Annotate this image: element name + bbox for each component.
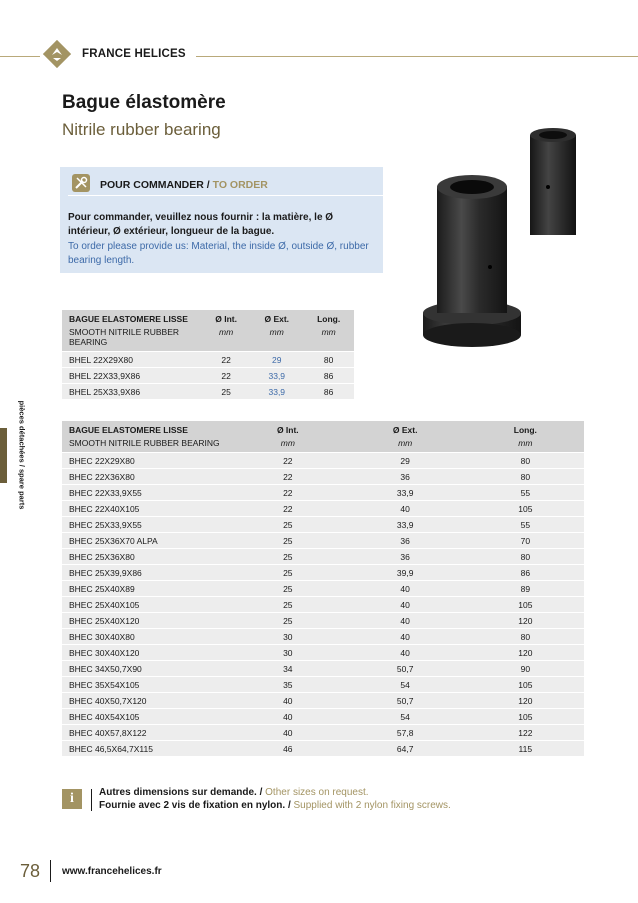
table-row [62, 661, 584, 677]
cell-outer-diameter: 40 [344, 629, 467, 645]
cell-outer-diameter: 29 [344, 453, 467, 469]
table-row [62, 677, 584, 693]
cell-length: 86 [303, 368, 354, 384]
table-header-long: Long. mm [467, 421, 584, 453]
table-row [62, 581, 584, 597]
cell-outer-diameter: 36 [344, 533, 467, 549]
cell-length: 80 [467, 629, 584, 645]
cell-reference: BHEC 25X36X80 [62, 549, 232, 565]
cell-inner-diameter: 40 [232, 709, 344, 725]
table-row [62, 565, 584, 581]
table-row [62, 368, 354, 384]
order-label-en: TO ORDER [212, 179, 268, 191]
cell-length: 80 [303, 352, 354, 368]
cell-length: 105 [467, 677, 584, 693]
cell-inner-diameter: 25 [232, 565, 344, 581]
smooth-bearing-table [62, 310, 354, 399]
info-line-1: Autres dimensions sur demande. / Other sizes on request. [99, 787, 369, 798]
cell-inner-diameter: 25 [202, 384, 250, 400]
cell-reference: BHEC 22X40X105 [62, 501, 232, 517]
table-header-row [62, 310, 354, 352]
table-row [62, 501, 584, 517]
bearing-table [62, 421, 584, 756]
table-row [62, 645, 584, 661]
cell-outer-diameter: 40 [344, 581, 467, 597]
cell-inner-diameter: 22 [202, 352, 250, 368]
cell-reference: BHEL 22X33,9X86 [62, 368, 202, 384]
table-row [62, 613, 584, 629]
cell-reference: BHEL 25X33,9X86 [62, 384, 202, 400]
table-row [62, 517, 584, 533]
order-text-en: To order please provide us: Material, the inside Ø, outside Ø, rubber bearing length. [68, 241, 369, 266]
table-header-int: Ø Int. mm [202, 310, 250, 352]
cell-length: 120 [467, 693, 584, 709]
cell-reference: BHEC 22X29X80 [62, 453, 232, 469]
cell-length: 80 [467, 549, 584, 565]
cell-length: 80 [467, 453, 584, 469]
table-header-row [62, 421, 584, 453]
cell-reference: BHEC 25X40X89 [62, 581, 232, 597]
cell-outer-diameter: 40 [344, 645, 467, 661]
cell-inner-diameter: 25 [232, 581, 344, 597]
table-row [62, 352, 354, 368]
cell-length: 120 [467, 645, 584, 661]
cell-inner-diameter: 22 [232, 469, 344, 485]
cell-inner-diameter: 40 [232, 693, 344, 709]
page-subtitle: Nitrile rubber bearing [62, 120, 221, 139]
cell-outer-diameter: 33,9 [250, 384, 303, 400]
cell-outer-diameter: 57,8 [344, 725, 467, 741]
table-header-ext: Ø Ext. mm [250, 310, 303, 352]
cell-length: 105 [467, 597, 584, 613]
page-title: Bague élastomère [62, 92, 226, 113]
cell-outer-diameter: 50,7 [344, 661, 467, 677]
table-header-product: BAGUE ELASTOMERE LISSE SMOOTH NITRILE RUBBER BEARING [62, 421, 232, 453]
cell-inner-diameter: 22 [232, 485, 344, 501]
cell-outer-diameter: 29 [250, 352, 303, 368]
order-text-fr: Pour commander, veuillez nous fournir : la matière, le Ø intérieur, Ø extérieur, longueur de la bague. [68, 212, 334, 237]
cell-reference: BHEC 25X33,9X55 [62, 517, 232, 533]
cell-reference: BHEC 25X40X105 [62, 597, 232, 613]
cell-outer-diameter: 33,9 [344, 485, 467, 501]
cell-outer-diameter: 40 [344, 597, 467, 613]
cell-outer-diameter: 54 [344, 709, 467, 725]
cell-reference: BHEC 30X40X80 [62, 629, 232, 645]
header-rule-right [196, 56, 638, 57]
table-row [62, 485, 584, 501]
cell-length: 86 [303, 384, 354, 400]
order-info-box [60, 167, 383, 273]
cell-reference: BHEC 46,5X64,7X115 [62, 741, 232, 757]
cell-reference: BHEC 25X39,9X86 [62, 565, 232, 581]
cell-length: 122 [467, 725, 584, 741]
table-row [62, 453, 584, 469]
footer-divider [50, 860, 51, 882]
cell-inner-diameter: 25 [232, 549, 344, 565]
rubber-bearing-product-image [415, 127, 585, 352]
cell-outer-diameter: 54 [344, 677, 467, 693]
table-row [62, 629, 584, 645]
cell-length: 70 [467, 533, 584, 549]
table-row [62, 741, 584, 757]
cell-inner-diameter: 22 [232, 501, 344, 517]
table-row [62, 693, 584, 709]
cell-inner-diameter: 25 [232, 597, 344, 613]
table-row [62, 549, 584, 565]
table-header-int: Ø Int. mm [232, 421, 344, 453]
cell-inner-diameter: 25 [232, 517, 344, 533]
table-row [62, 597, 584, 613]
cell-inner-diameter: 30 [232, 629, 344, 645]
cell-length: 86 [467, 565, 584, 581]
order-label-fr: POUR COMMANDER / [100, 179, 213, 191]
cell-inner-diameter: 25 [232, 613, 344, 629]
side-tab-label: pièces détachées / spare parts [17, 400, 27, 510]
cell-reference: BHEC 40X50,7X120 [62, 693, 232, 709]
cell-length: 55 [467, 517, 584, 533]
table-header-long: Long. mm [303, 310, 354, 352]
cell-reference: BHEL 22X29X80 [62, 352, 202, 368]
cell-reference: BHEC 22X33,9X55 [62, 485, 232, 501]
cell-outer-diameter: 33,9 [344, 517, 467, 533]
cell-inner-diameter: 30 [232, 645, 344, 661]
table-header-product: BAGUE ELASTOMERE LISSE SMOOTH NITRILE RUBBER BEARING [62, 310, 202, 352]
info-icon: i [62, 789, 82, 809]
side-tab-marker [0, 428, 7, 483]
table-row [62, 533, 584, 549]
cell-length: 105 [467, 501, 584, 517]
cell-outer-diameter: 40 [344, 613, 467, 629]
cell-inner-diameter: 46 [232, 741, 344, 757]
brand-name: FRANCE HELICES [82, 48, 186, 60]
cell-reference: BHEC 25X40X120 [62, 613, 232, 629]
header-rule-left [0, 56, 40, 57]
cell-outer-diameter: 64,7 [344, 741, 467, 757]
cell-inner-diameter: 22 [232, 453, 344, 469]
cell-reference: BHEC 34X50,7X90 [62, 661, 232, 677]
cell-reference: BHEC 40X54X105 [62, 709, 232, 725]
table-row [62, 384, 354, 400]
table-row [62, 725, 584, 741]
table-header-ext: Ø Ext. mm [344, 421, 467, 453]
cell-reference: BHEC 30X40X120 [62, 645, 232, 661]
cell-outer-diameter: 50,7 [344, 693, 467, 709]
cell-outer-diameter: 33,9 [250, 368, 303, 384]
cell-reference: BHEC 22X36X80 [62, 469, 232, 485]
cell-outer-diameter: 36 [344, 549, 467, 565]
info-line-2: Fournie avec 2 vis de fixation en nylon. / Supplied with 2 nylon fixing screws. [99, 800, 451, 811]
order-box-title [100, 179, 268, 191]
france-helices-logo-icon [43, 40, 71, 68]
cell-length: 90 [467, 661, 584, 677]
cell-reference: BHEC 25X36X70 ALPA [62, 533, 232, 549]
cell-outer-diameter: 39,9 [344, 565, 467, 581]
cell-reference: BHEC 40X57,8X122 [62, 725, 232, 741]
cell-outer-diameter: 40 [344, 501, 467, 517]
table-row [62, 469, 584, 485]
order-box-header [68, 173, 383, 196]
website-link[interactable]: www.francehelices.fr [62, 866, 162, 877]
info-divider [91, 789, 92, 811]
cell-length: 105 [467, 709, 584, 725]
cell-inner-diameter: 25 [232, 533, 344, 549]
cell-reference: BHEC 35X54X105 [62, 677, 232, 693]
cell-length: 80 [467, 469, 584, 485]
cell-inner-diameter: 22 [202, 368, 250, 384]
cell-length: 55 [467, 485, 584, 501]
cell-length: 89 [467, 581, 584, 597]
cell-inner-diameter: 35 [232, 677, 344, 693]
table-row [62, 709, 584, 725]
cell-inner-diameter: 34 [232, 661, 344, 677]
cell-inner-diameter: 40 [232, 725, 344, 741]
cell-outer-diameter: 36 [344, 469, 467, 485]
cell-length: 115 [467, 741, 584, 757]
tools-icon [72, 174, 90, 192]
cell-length: 120 [467, 613, 584, 629]
page-number: 78 [20, 861, 41, 881]
